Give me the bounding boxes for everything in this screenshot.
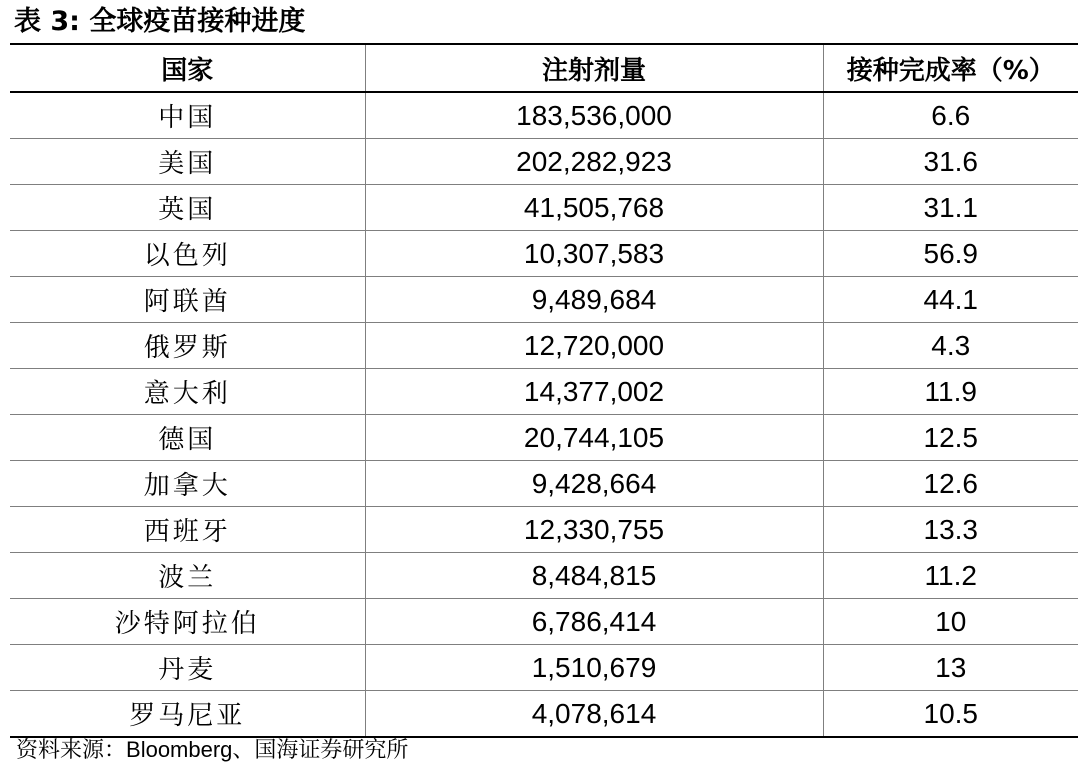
source-text: Bloomberg、国海证券研究所 <box>126 737 409 762</box>
doses-cell: 14,377,002 <box>365 369 823 415</box>
doses-cell: 4,078,614 <box>365 691 823 738</box>
completion-rate-cell: 44.1 <box>823 277 1078 323</box>
header-country: 国家 <box>10 44 365 92</box>
doses-cell: 9,428,664 <box>365 461 823 507</box>
table-row <box>10 231 1078 277</box>
table-row <box>10 139 1078 185</box>
country-cell: 西班牙 <box>10 507 365 553</box>
completion-rate-cell: 10 <box>823 599 1078 645</box>
completion-rate-cell: 10.5 <box>823 691 1078 738</box>
doses-cell: 202,282,923 <box>365 139 823 185</box>
country-cell: 英国 <box>10 185 365 231</box>
header-completion-rate: 接种完成率（%） <box>823 44 1078 92</box>
table-row <box>10 369 1078 415</box>
completion-rate-cell: 13.3 <box>823 507 1078 553</box>
doses-cell: 1,510,679 <box>365 645 823 691</box>
completion-rate-cell: 31.1 <box>823 185 1078 231</box>
completion-rate-cell: 11.9 <box>823 369 1078 415</box>
table-title: 表 3: 全球疫苗接种进度 <box>14 6 306 37</box>
source-label: 资料来源： <box>16 738 127 763</box>
table-row <box>10 507 1078 553</box>
header-row <box>10 44 1078 92</box>
table-row <box>10 92 1078 139</box>
country-cell: 沙特阿拉伯 <box>10 599 365 645</box>
table-header <box>10 44 1078 92</box>
doses-cell: 12,330,755 <box>365 507 823 553</box>
country-cell: 罗马尼亚 <box>10 691 365 738</box>
doses-cell: 12,720,000 <box>365 323 823 369</box>
vaccination-progress-table <box>10 43 1078 738</box>
completion-rate-cell: 12.5 <box>823 415 1078 461</box>
country-cell: 中国 <box>10 92 365 139</box>
completion-rate-cell: 6.6 <box>823 92 1078 139</box>
table-row <box>10 599 1078 645</box>
doses-cell: 6,786,414 <box>365 599 823 645</box>
table-row <box>10 553 1078 599</box>
table-row <box>10 185 1078 231</box>
country-cell: 丹麦 <box>10 645 365 691</box>
country-cell: 俄罗斯 <box>10 323 365 369</box>
doses-cell: 41,505,768 <box>365 185 823 231</box>
table-row <box>10 323 1078 369</box>
doses-cell: 10,307,583 <box>365 231 823 277</box>
country-cell: 阿联酋 <box>10 277 365 323</box>
table-row <box>10 691 1078 738</box>
country-cell: 加拿大 <box>10 461 365 507</box>
completion-rate-cell: 13 <box>823 645 1078 691</box>
completion-rate-cell: 56.9 <box>823 231 1078 277</box>
completion-rate-cell: 12.6 <box>823 461 1078 507</box>
table-row <box>10 461 1078 507</box>
doses-cell: 8,484,815 <box>365 553 823 599</box>
table-row <box>10 415 1078 461</box>
header-doses: 注射剂量 <box>365 44 823 92</box>
table-body <box>10 92 1078 737</box>
country-cell: 波兰 <box>10 553 365 599</box>
completion-rate-cell: 31.6 <box>823 139 1078 185</box>
country-cell: 意大利 <box>10 369 365 415</box>
doses-cell: 20,744,105 <box>365 415 823 461</box>
country-cell: 美国 <box>10 139 365 185</box>
table-row <box>10 277 1078 323</box>
table-row <box>10 645 1078 691</box>
country-cell: 以色列 <box>10 231 365 277</box>
completion-rate-cell: 4.3 <box>823 323 1078 369</box>
completion-rate-cell: 11.2 <box>823 553 1078 599</box>
doses-cell: 9,489,684 <box>365 277 823 323</box>
doses-cell: 183,536,000 <box>365 92 823 139</box>
source-note <box>16 734 408 767</box>
country-cell: 德国 <box>10 415 365 461</box>
